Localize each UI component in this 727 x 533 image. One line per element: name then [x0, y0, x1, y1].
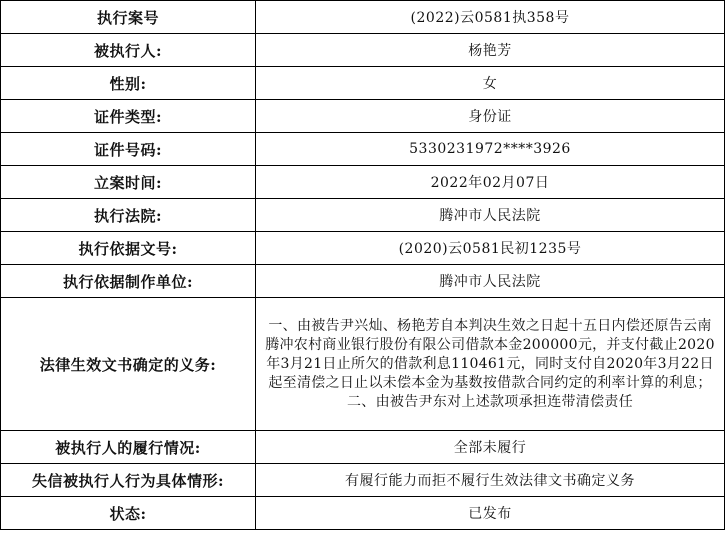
table-row — [1, 133, 725, 166]
basis-issuer-value: 腾冲市人民法院 — [256, 265, 725, 298]
table-row — [1, 232, 725, 265]
obligation-label: 法律生效文书确定的义务: — [1, 298, 256, 431]
table-row — [1, 431, 725, 464]
performance-label: 被执行人的履行情况: — [1, 431, 256, 464]
id-number-label: 证件号码: — [1, 133, 256, 166]
dishonesty-situation-value: 有履行能力而拒不履行生效法律文书确定义务 — [256, 464, 725, 497]
table-row — [1, 166, 725, 199]
table-row — [1, 34, 725, 67]
id-type-label: 证件类型: — [1, 100, 256, 133]
case-number-value: (2022)云0581执358号 — [256, 1, 725, 34]
basis-doc-number-label: 执行依据文号: — [1, 232, 256, 265]
court-value: 腾冲市人民法院 — [256, 199, 725, 232]
respondent-label: 被执行人: — [1, 34, 256, 67]
status-value: 已发布 — [256, 497, 725, 530]
table-row — [1, 199, 725, 232]
performance-value: 全部未履行 — [256, 431, 725, 464]
filing-date-label: 立案时间: — [1, 166, 256, 199]
obligation-value: 一、由被告尹兴灿、杨艳芳自本判决生效之日起十五日内偿还原告云南腾冲农村商业银行股份有限公司借款本金200000元，并支付截止2020年3月21日止所欠的借款利息110461元，同时支付自2020年3月22日起至清偿之日止以未偿本金为基数按借款合同约定的利率计算的利息； 二、由被告尹东对上述款项承担连带清偿责任 — [256, 298, 725, 431]
dishonesty-situation-label: 失信被执行人行为具体情形: — [1, 464, 256, 497]
table-row — [1, 464, 725, 497]
gender-value: 女 — [256, 67, 725, 100]
filing-date-value: 2022年02月07日 — [256, 166, 725, 199]
respondent-value: 杨艳芳 — [256, 34, 725, 67]
table-row — [1, 497, 725, 530]
basis-doc-number-value: (2020)云0581民初1235号 — [256, 232, 725, 265]
table-row — [1, 298, 725, 431]
basis-issuer-label: 执行依据制作单位: — [1, 265, 256, 298]
table-row — [1, 67, 725, 100]
id-type-value: 身份证 — [256, 100, 725, 133]
table-row — [1, 1, 725, 34]
table-row — [1, 100, 725, 133]
case-number-label: 执行案号 — [1, 1, 256, 34]
court-label: 执行法院: — [1, 199, 256, 232]
table-row — [1, 265, 725, 298]
gender-label: 性别: — [1, 67, 256, 100]
id-number-value: 5330231972****3926 — [256, 133, 725, 166]
status-label: 状态: — [1, 497, 256, 530]
